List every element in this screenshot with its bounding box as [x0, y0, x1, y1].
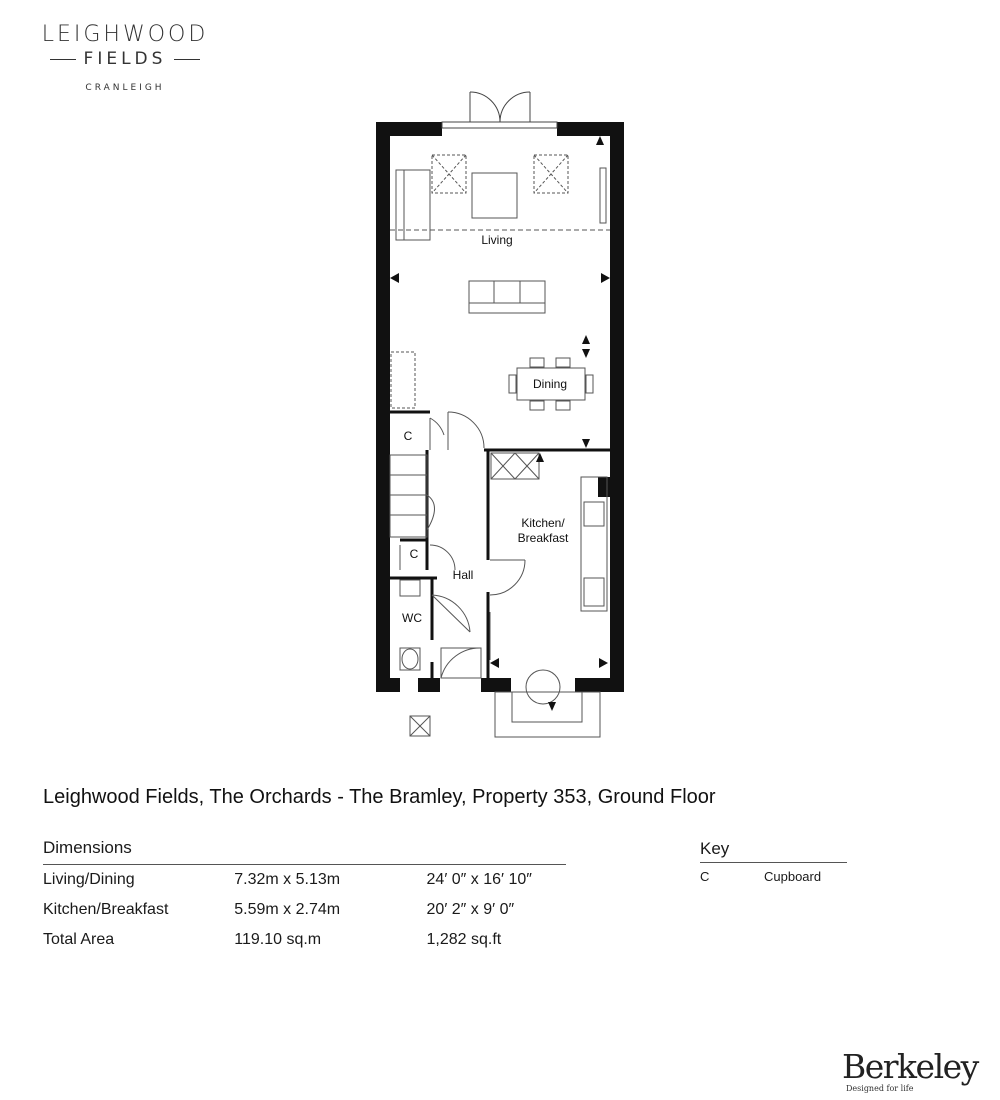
room-name: Total Area: [43, 931, 115, 948]
dimensions-heading: Dimensions: [43, 838, 566, 865]
label-breakfast: Breakfast: [517, 531, 569, 545]
imperial-size: 24′ 0″ x 16′ 10″: [426, 871, 532, 888]
living-furniture: [390, 155, 610, 410]
french-doors: [442, 92, 557, 128]
brand-tagline: Designed for life: [846, 1084, 914, 1093]
dimension-markers: [390, 136, 610, 711]
label-living: Living: [481, 233, 513, 247]
metric-size: 7.32m x 5.13m: [234, 871, 341, 888]
logo-line-1: LEIGHWOOD: [41, 22, 209, 47]
kitchen-fittings: [490, 453, 607, 737]
logo-fields: FIELDS: [83, 49, 167, 69]
label-hall: Hall: [452, 568, 474, 582]
imperial-size: 20′ 2″ x 9′ 0″: [426, 901, 515, 918]
label-cupboard-1: C: [403, 429, 413, 443]
key-item: [700, 869, 847, 884]
metric-size: 119.10 sq.m: [234, 931, 322, 948]
imperial-size: 1,282 sq.ft: [426, 931, 502, 948]
berkeley-logo: [842, 1047, 978, 1093]
key-code: C: [700, 869, 710, 884]
key-legend: [700, 839, 847, 884]
plan-title: Leighwood Fields, The Orchards - The Bramley, Property 353, Ground Floor: [43, 786, 716, 808]
table-row: [43, 925, 566, 955]
key-label: Cupboard: [764, 869, 822, 884]
table-row: [43, 895, 566, 925]
room-name: Living/Dining: [43, 871, 135, 888]
table-row: [43, 865, 566, 895]
label-dining: Dining: [532, 377, 568, 391]
label-kitchen: Kitchen/: [521, 516, 565, 530]
label-wc: WC: [402, 611, 422, 625]
key-heading: Key: [700, 839, 847, 863]
metric-size: 5.59m x 2.74m: [234, 901, 341, 918]
logo-location: CRANLEIGH: [85, 83, 165, 93]
brand-name: Berkeley: [842, 1047, 978, 1086]
dimensions-table: [43, 838, 566, 955]
room-name: Kitchen/Breakfast: [43, 901, 169, 918]
label-cupboard-2: C: [409, 547, 419, 561]
internal-walls: [390, 412, 610, 678]
